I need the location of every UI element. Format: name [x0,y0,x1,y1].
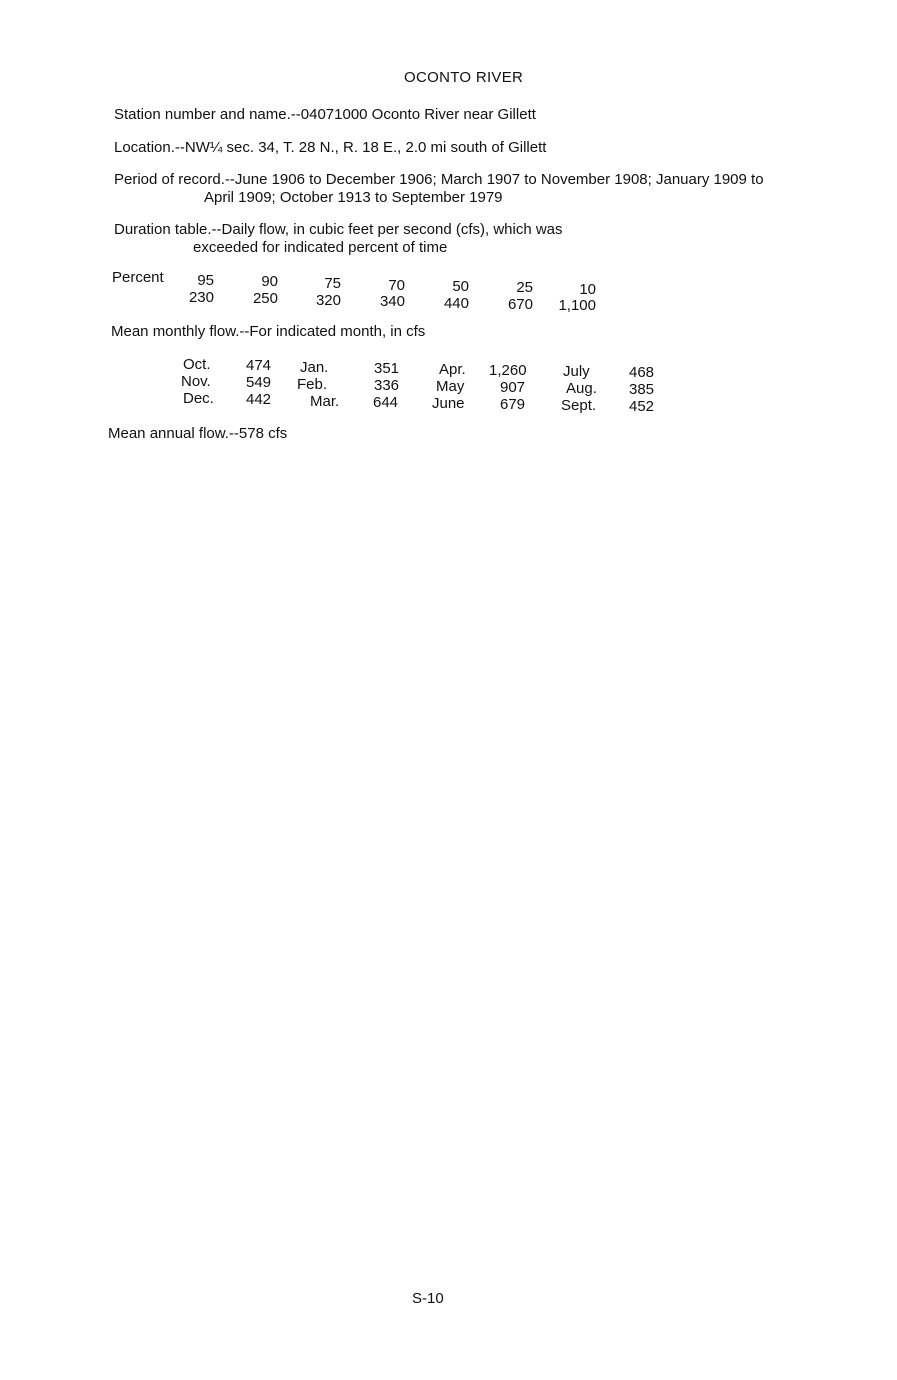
annual-flow-line: Mean annual flow.--578 cfs [108,425,288,442]
location-line: Location.--NW¼ sec. 34, T. 28 N., R. 18 E., 2.0 mi south of Gillett [114,139,547,156]
month-label: Mar. [310,393,340,410]
station-line: Station number and name.--04071000 Oconto River near Gillett [114,106,536,123]
month-value: 644 [373,394,399,411]
percent-value: 50 [452,278,469,295]
month-label: Apr. [439,361,466,378]
flow-value: 670 [507,296,533,313]
flow-value: 440 [443,295,469,312]
month-value: 549 [246,374,272,391]
month-value: 442 [246,391,272,408]
month-label: June [432,395,465,412]
month-value: 385 [629,381,655,398]
flow-value: 250 [252,290,278,307]
month-label: Sept. [561,397,597,414]
duration-heading-2: exceeded for indicated percent of time [193,239,448,256]
month-label: Jan. [300,359,329,376]
percent-value: 10 [579,281,596,298]
month-label: Aug. [566,380,597,397]
month-label: Dec. [183,390,214,407]
percent-value: 95 [197,272,214,289]
percent-value: 25 [516,279,533,296]
month-value: 907 [500,379,526,396]
month-value: 474 [246,357,272,374]
percent-value: 90 [261,273,278,290]
percent-label: Percent [112,269,164,286]
month-label: July [563,363,590,380]
percent-value: 70 [388,277,405,294]
flow-value: 230 [188,289,214,306]
period-line-2: April 1909; October 1913 to September 1979 [204,189,503,206]
month-value: 336 [374,377,400,394]
month-label: May [436,378,465,395]
period-line-1: Period of record.--June 1906 to December 1906; March 1907 to November 1908; January 1909 to [114,171,764,188]
month-label: Feb. [297,376,328,393]
month-label: Nov. [181,373,211,390]
percent-value: 75 [324,275,341,292]
page-number: S-10 [412,1290,444,1307]
month-value: 468 [629,364,655,381]
month-value: 351 [374,360,400,377]
month-value: 679 [500,396,526,413]
month-value: 452 [629,398,655,415]
month-label: Oct. [183,356,211,373]
flow-value: 320 [315,292,341,309]
page-title: OCONTO RIVER [404,69,524,86]
flow-value: 1,100 [558,297,596,314]
monthly-heading: Mean monthly flow.--For indicated month, in cfs [111,323,426,340]
flow-value: 340 [379,293,405,310]
month-value: 1,260 [489,362,527,379]
duration-heading-1: Duration table.--Daily flow, in cubic feet per second (cfs), which was [114,221,563,238]
